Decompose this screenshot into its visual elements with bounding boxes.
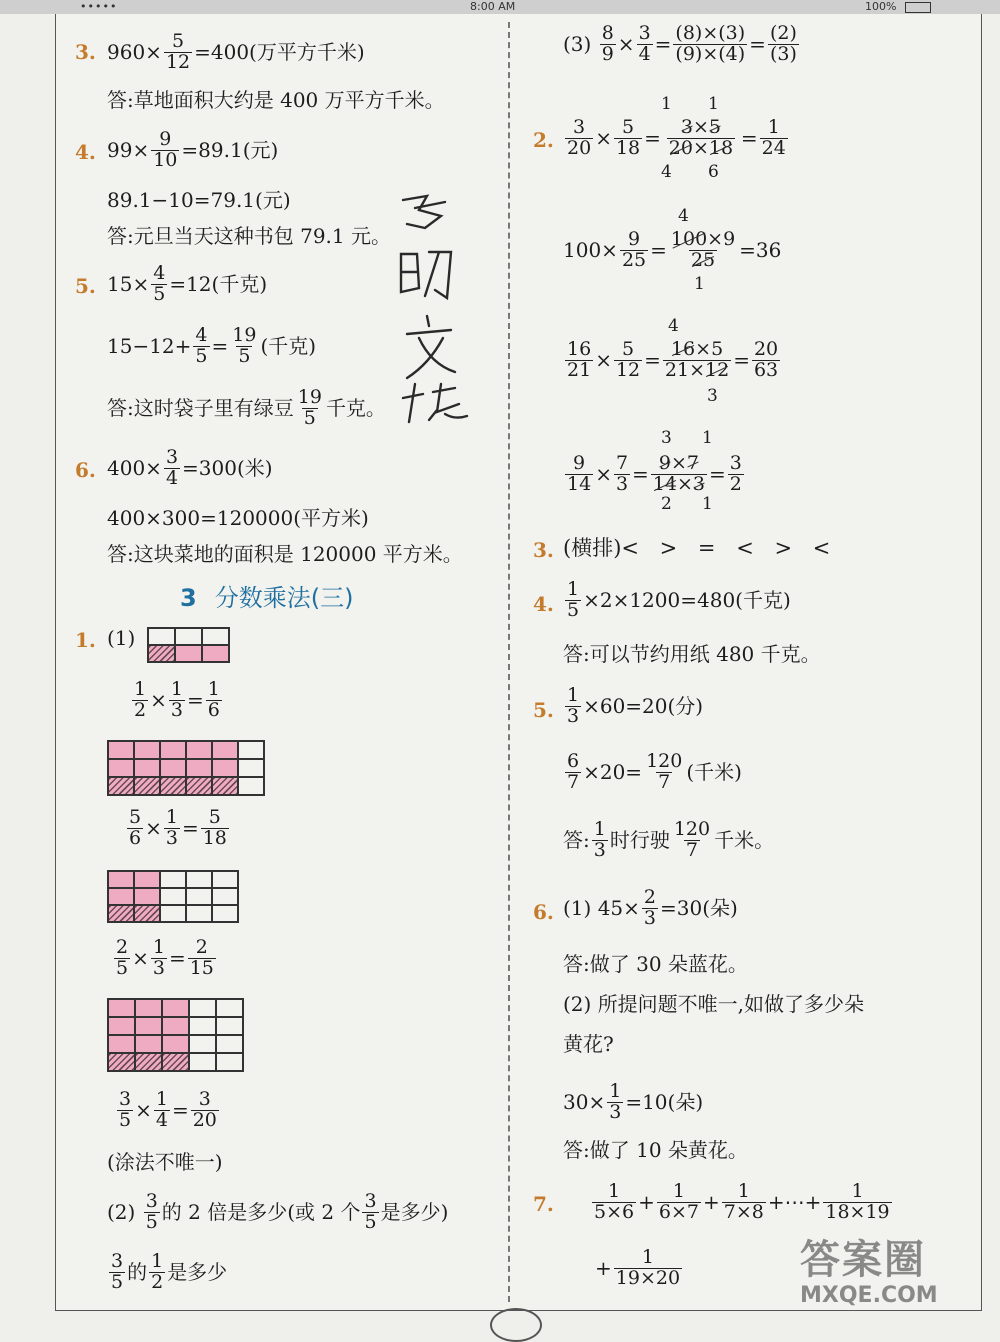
numerator: 1 bbox=[641, 1246, 654, 1268]
denominator: 63 bbox=[753, 358, 779, 381]
numerator: 19 bbox=[297, 386, 322, 408]
denominator: 3 bbox=[643, 906, 656, 929]
shading-grid-1 bbox=[147, 627, 230, 663]
result: =30(朵) bbox=[660, 896, 738, 921]
reduced-value: 1 bbox=[702, 494, 713, 514]
fraction bbox=[132, 680, 148, 721]
fraction bbox=[607, 1082, 623, 1123]
denominator: 5 bbox=[116, 956, 129, 979]
q3-equation bbox=[107, 32, 365, 73]
shading-grid-3 bbox=[107, 870, 239, 923]
numerator: 3 bbox=[729, 452, 742, 474]
denominator: 21 bbox=[567, 358, 592, 381]
part-label: (3) bbox=[563, 32, 592, 57]
q4-equation bbox=[107, 130, 278, 171]
numerator: 4 bbox=[195, 324, 208, 346]
reduced-value: 1 bbox=[661, 94, 672, 114]
numerator: 9 bbox=[573, 452, 586, 474]
reduce-equation-3: $\frac{16}{21}$ × $\frac{5}{12}$ = $\frac{16\times 5}{21\times 12}$ = $\frac{20}{63}$ bbox=[567, 338, 779, 381]
q5-right-line2 bbox=[563, 752, 742, 793]
part-label: (2) bbox=[107, 1200, 136, 1225]
denominator: 3 bbox=[609, 1100, 622, 1123]
numerator: 1 bbox=[767, 116, 780, 138]
question-text: 的 2 倍是多少(或 2 个 bbox=[161, 1200, 361, 1225]
fraction bbox=[206, 680, 222, 721]
cancelled-number: 20 bbox=[668, 136, 693, 159]
q5-term: 15× bbox=[107, 272, 150, 297]
numerator: 9 bbox=[159, 128, 172, 150]
answer-text: 千克。 bbox=[325, 396, 386, 421]
fraction bbox=[151, 130, 179, 171]
fraction bbox=[600, 24, 616, 65]
numerator: 1 bbox=[672, 1180, 685, 1202]
denominator: 5 bbox=[145, 1210, 158, 1233]
status-bar bbox=[0, 0, 1000, 14]
numerator: 5 bbox=[171, 30, 185, 52]
column-divider bbox=[508, 22, 510, 1302]
result: =10(朵) bbox=[625, 1090, 704, 1115]
numerator: 4 bbox=[153, 262, 166, 284]
numerator: 5 bbox=[208, 806, 221, 828]
question-text: 是多少) bbox=[380, 1200, 449, 1225]
reduce-equation-1: $\frac{3}{20}$ × $\frac{5}{18}$ = $\frac{3\times 5}{20\times 18}$ = $\frac{1}{24}$ bbox=[567, 116, 786, 159]
numerator: 2 bbox=[116, 936, 129, 958]
shading-grid-4 bbox=[107, 998, 244, 1072]
denominator: 15 bbox=[189, 956, 214, 979]
term: 30× bbox=[563, 1090, 606, 1115]
denominator: 9 bbox=[601, 42, 614, 65]
fraction bbox=[164, 448, 180, 489]
numerator: 2 bbox=[643, 886, 656, 908]
reduced-fraction: $\frac{9\times 7}{14\times 3}$ bbox=[652, 452, 706, 495]
fraction bbox=[614, 1248, 682, 1289]
fraction bbox=[768, 24, 799, 65]
denominator: 5 bbox=[119, 1108, 132, 1131]
q6-equation bbox=[107, 448, 273, 489]
denominator: 7×8 bbox=[723, 1200, 764, 1223]
cancelled-number: 3 bbox=[692, 472, 706, 495]
denominator: 3 bbox=[170, 698, 183, 721]
numerator: 8 bbox=[601, 22, 614, 44]
plus-sign: + bbox=[702, 1190, 720, 1215]
numerator: 1 bbox=[152, 936, 165, 958]
watermark bbox=[800, 1228, 938, 1308]
denominator: 5 bbox=[238, 344, 251, 367]
denominator: 6×7 bbox=[658, 1200, 699, 1223]
q6-right-equation2 bbox=[563, 1082, 703, 1123]
numerator: 3 bbox=[573, 116, 586, 138]
fraction bbox=[127, 808, 143, 849]
q3-number: 3. bbox=[75, 40, 96, 64]
term: ×60=20(分) bbox=[583, 694, 704, 719]
fraction bbox=[164, 32, 192, 73]
cancelled-number: 100 bbox=[670, 228, 708, 250]
equation-1: $\frac{1}{2}$ × $\frac{1}{3}$ = $\frac{1}{6}$ bbox=[134, 678, 220, 721]
denominator: 25 bbox=[621, 248, 647, 271]
fraction bbox=[752, 340, 780, 381]
q3-term: 960× bbox=[107, 40, 162, 65]
fraction bbox=[193, 326, 209, 367]
denominator: 3 bbox=[593, 838, 606, 861]
cancelled-number: 14 bbox=[652, 472, 677, 495]
numerator: 1 bbox=[170, 678, 183, 700]
battery-level: 100% bbox=[865, 0, 897, 13]
numerator: 1 bbox=[567, 578, 580, 600]
q6-right-answer2: 答:做了 10 朵黄花。 bbox=[563, 1138, 748, 1162]
numerator: 1 bbox=[207, 678, 220, 700]
fraction bbox=[614, 340, 642, 381]
numerator: 7 bbox=[615, 452, 629, 474]
denominator: 3 bbox=[152, 956, 165, 979]
denominator: 5 bbox=[364, 1210, 377, 1233]
denominator: 5 bbox=[153, 282, 166, 305]
fraction bbox=[296, 388, 324, 429]
q6-term: 400× bbox=[107, 456, 162, 481]
q6-right-part2: (2) 所提问题不唯一,如做了多少朵 bbox=[563, 992, 865, 1016]
numerator: (8)×(3) bbox=[675, 22, 746, 44]
numerator: 3 bbox=[198, 1088, 211, 1110]
q5-right-answer bbox=[563, 820, 774, 861]
fraction bbox=[592, 820, 608, 861]
fraction bbox=[642, 888, 658, 929]
term: 100× bbox=[563, 238, 618, 263]
reduced-value: 1 bbox=[708, 94, 719, 114]
question-text: 是多少 bbox=[167, 1260, 228, 1285]
cancelled-number: 5 bbox=[708, 116, 721, 138]
cancelled-number: 25 bbox=[690, 248, 716, 271]
numerator: 120 bbox=[646, 750, 683, 772]
numerator: 16 bbox=[567, 338, 592, 360]
denominator: 18×19 bbox=[825, 1200, 890, 1223]
page-number-badge bbox=[490, 1308, 542, 1342]
numerator: 1 bbox=[737, 1180, 750, 1202]
fraction bbox=[620, 230, 648, 271]
numerator: 3 bbox=[638, 22, 651, 44]
watermark-title: 答案圈 bbox=[800, 1237, 926, 1283]
q1-part3 bbox=[107, 1252, 227, 1293]
q3-result: =400(万平方千米) bbox=[194, 40, 365, 65]
answer-text: 时行驶 bbox=[609, 828, 670, 853]
q5-line2 bbox=[107, 326, 316, 367]
comparison-answers: (横排)< > = < > < bbox=[563, 536, 831, 560]
fraction bbox=[823, 1182, 891, 1223]
q6-right-answer1: 答:做了 30 朵蓝花。 bbox=[563, 952, 748, 976]
q4-line2: 89.1−10=79.1(元) bbox=[107, 188, 291, 212]
fraction bbox=[728, 454, 744, 495]
term: (1) 45× bbox=[563, 896, 640, 921]
denominator: 7 bbox=[685, 838, 699, 861]
numerator: 1 bbox=[134, 678, 147, 700]
denominator: 5 bbox=[303, 406, 316, 429]
denominator: 20 bbox=[567, 136, 592, 159]
reduced-fraction: $\frac{16\times 5}{21\times 12}$ bbox=[664, 338, 730, 381]
fraction bbox=[154, 1090, 170, 1131]
denominator: 12 bbox=[615, 358, 641, 381]
denominator: 5 bbox=[195, 344, 208, 367]
denominator: 20 bbox=[192, 1108, 217, 1131]
fraction bbox=[565, 580, 581, 621]
denominator: 5 bbox=[111, 1270, 124, 1293]
numerator: 2 bbox=[195, 936, 208, 958]
q5-equation bbox=[107, 264, 267, 305]
q4-right-equation bbox=[563, 580, 791, 621]
denominator: 2 bbox=[151, 1270, 164, 1293]
numerator: 3 bbox=[165, 446, 179, 468]
fraction bbox=[114, 938, 130, 979]
numerator: 9 bbox=[627, 228, 641, 250]
denominator: 2 bbox=[134, 698, 147, 721]
q4-right-answer: 答:可以节约用纸 480 千克。 bbox=[563, 642, 821, 666]
fraction bbox=[169, 680, 185, 721]
answer-text: 答:这时袋子里有绿豆 bbox=[107, 396, 294, 421]
number: 5 bbox=[711, 338, 724, 360]
q2-number: 2. bbox=[533, 128, 554, 152]
denominator: 3 bbox=[567, 704, 580, 727]
fraction bbox=[760, 118, 788, 159]
numerator: 6 bbox=[567, 750, 580, 772]
denominator: 6 bbox=[129, 826, 142, 849]
fraction bbox=[565, 118, 593, 159]
denominator: 12 bbox=[165, 50, 191, 73]
reduced-fraction: $\frac{100\times 9}{25}$ bbox=[670, 228, 736, 271]
cancelled-number: 7 bbox=[686, 452, 699, 474]
fraction bbox=[201, 808, 229, 849]
denominator: 4 bbox=[638, 42, 651, 65]
cancelled-number: 12 bbox=[705, 358, 730, 381]
q4-number: 4. bbox=[75, 140, 96, 164]
denominator: 4 bbox=[155, 1108, 168, 1131]
fraction bbox=[230, 326, 258, 367]
denominator: 5 bbox=[567, 598, 580, 621]
fraction bbox=[673, 24, 747, 65]
numerator: 5 bbox=[622, 116, 635, 138]
q6-result: =300(米) bbox=[182, 456, 273, 481]
q6-number: 6. bbox=[75, 458, 96, 482]
denominator: (9)×(4) bbox=[675, 42, 746, 65]
denominator: 7 bbox=[567, 770, 580, 793]
q6-right-part2b: 黄花? bbox=[563, 1032, 614, 1056]
section-title: 分数乘法(三) bbox=[214, 584, 354, 612]
denominator: 18 bbox=[615, 136, 641, 159]
reduced-value: 6 bbox=[708, 162, 719, 182]
q6-right-equation bbox=[563, 888, 738, 929]
q7-number: 7. bbox=[533, 1192, 554, 1216]
q3-number-right: 3. bbox=[533, 538, 554, 562]
reduced-value: 4 bbox=[668, 316, 679, 336]
part3-equation: (3) $\frac{8}{9}$ × $\frac{3}{4}$ = $\frac{(8)\times(3)}{(9)\times(4)}$ = $\frac{(2)}{(3)}$ bbox=[563, 22, 797, 65]
cancelled-number: 9 bbox=[658, 452, 671, 474]
battery-icon bbox=[905, 2, 931, 13]
fraction bbox=[117, 1090, 133, 1131]
q6-line2: 400×300=120000(平方米) bbox=[107, 506, 369, 530]
q7-series-line2 bbox=[595, 1248, 684, 1289]
denominator: (3) bbox=[769, 42, 797, 65]
fraction bbox=[149, 1252, 165, 1293]
plus-sign: + bbox=[595, 1256, 612, 1281]
denominator: 3 bbox=[165, 826, 178, 849]
reduced-value: 4 bbox=[678, 206, 689, 226]
numerator: 1 bbox=[851, 1180, 864, 1202]
section-number: 3 bbox=[180, 584, 197, 612]
reduced-fraction: $\frac{3\times 5}{20\times 18}$ bbox=[668, 116, 734, 159]
fraction bbox=[164, 808, 180, 849]
q1-number: 1. bbox=[75, 628, 96, 652]
q4-result: =89.1(元) bbox=[181, 138, 279, 163]
q1-part2 bbox=[107, 1192, 448, 1233]
denominator: 18 bbox=[202, 826, 227, 849]
result: =36 bbox=[739, 238, 782, 263]
plus-sign: + bbox=[638, 1190, 655, 1215]
numerator: 1 bbox=[567, 684, 580, 706]
reduce-equation-4: $\frac{9}{14}$ × $\frac{7}{3}$ = $\frac{9\times 7}{14\times 3}$ = $\frac{3}{2}$ bbox=[567, 452, 742, 495]
denominator: 6 bbox=[207, 698, 220, 721]
fraction bbox=[188, 938, 216, 979]
fraction bbox=[144, 1192, 160, 1233]
fraction bbox=[565, 340, 593, 381]
reduced-value: 3 bbox=[661, 428, 672, 448]
numerator: 20 bbox=[753, 338, 779, 360]
equation-2: $\frac{5}{6}$ × $\frac{1}{3}$ = $\frac{5}{18}$ bbox=[129, 806, 227, 849]
signal-indicator: ••••• bbox=[80, 0, 118, 13]
reduced-value: 1 bbox=[694, 274, 705, 294]
numerator: 1 bbox=[593, 818, 606, 840]
fraction bbox=[592, 1182, 636, 1223]
fraction bbox=[722, 1182, 766, 1223]
q1-part1-label: (1) bbox=[107, 626, 136, 650]
q5-result: =12(千克) bbox=[169, 272, 268, 297]
fraction bbox=[672, 820, 712, 861]
cancelled-number: 18 bbox=[708, 136, 734, 159]
fraction bbox=[637, 24, 653, 65]
numerator: 1 bbox=[165, 806, 178, 828]
ellipsis: +⋯+ bbox=[767, 1190, 822, 1215]
fraction bbox=[657, 1182, 701, 1223]
fraction bbox=[565, 752, 581, 793]
denominator: 2 bbox=[729, 472, 742, 495]
fraction bbox=[151, 264, 167, 305]
term: ×2×1200=480(千克) bbox=[583, 588, 791, 613]
fraction bbox=[614, 118, 642, 159]
fraction bbox=[565, 686, 581, 727]
numerator: 3 bbox=[119, 1088, 132, 1110]
q3-answer: 答:草地面积大约是 400 万平方千米。 bbox=[107, 88, 445, 112]
numerator: 1 bbox=[151, 1250, 164, 1272]
equation-3: $\frac{2}{5}$ × $\frac{1}{3}$ = $\frac{2}{15}$ bbox=[116, 936, 214, 979]
reduced-value: 4 bbox=[661, 162, 672, 182]
equals-sign: = bbox=[211, 334, 229, 359]
section-heading bbox=[180, 578, 353, 613]
numerator: 1 bbox=[155, 1088, 168, 1110]
fraction bbox=[614, 454, 630, 495]
answer-text: 答: bbox=[563, 828, 590, 853]
q4-answer: 答:元旦当天这种书包 79.1 元。 bbox=[107, 224, 391, 248]
q6-number-right: 6. bbox=[533, 900, 554, 924]
number: 21 bbox=[664, 358, 690, 381]
fraction bbox=[565, 454, 593, 495]
fraction bbox=[109, 1252, 125, 1293]
watermark-url: MXQE.COM bbox=[800, 1283, 938, 1308]
reduced-value: 3 bbox=[707, 386, 718, 406]
numerator: 3 bbox=[145, 1190, 158, 1212]
cancelled-number: 16 bbox=[670, 338, 696, 360]
denominator: 7 bbox=[658, 770, 671, 793]
denominator: 4 bbox=[165, 466, 179, 489]
fraction bbox=[191, 1090, 219, 1131]
shading-grid-2 bbox=[107, 740, 265, 796]
q5-right-equation bbox=[563, 686, 703, 727]
reduced-value: 1 bbox=[702, 428, 713, 448]
denominator: 19×20 bbox=[615, 1266, 681, 1289]
reduced-value: 2 bbox=[661, 494, 672, 514]
denominator: 3 bbox=[615, 472, 629, 495]
shading-note: (涂法不唯一) bbox=[107, 1150, 223, 1174]
unit: (千克) bbox=[260, 334, 317, 359]
unit: (千米) bbox=[686, 760, 742, 785]
reduce-equation-2: 100× $\frac{9}{25}$ = $\frac{100\times 9}{25}$ =36 bbox=[563, 228, 782, 271]
answer-text: 千米。 bbox=[714, 828, 775, 853]
numerator: 19 bbox=[232, 324, 257, 346]
q5-number: 5. bbox=[75, 274, 96, 298]
q6-answer: 答:这块菜地的面积是 120000 平方米。 bbox=[107, 542, 463, 566]
numerator: 1 bbox=[609, 1080, 622, 1102]
q7-series-line1 bbox=[590, 1182, 894, 1223]
numerator: 120 bbox=[673, 818, 711, 840]
fraction bbox=[362, 1192, 378, 1233]
numerator: (2) bbox=[769, 22, 797, 44]
numerator: 3 bbox=[364, 1190, 377, 1212]
denominator: 5×6 bbox=[594, 1200, 635, 1223]
q4-number-right: 4. bbox=[533, 592, 554, 616]
number: 9 bbox=[723, 228, 736, 250]
clock: 8:00 AM bbox=[470, 0, 516, 13]
numerator: 5 bbox=[622, 338, 635, 360]
q5-number-right: 5. bbox=[533, 698, 554, 722]
equation-4: $\frac{3}{5}$ × $\frac{1}{4}$ = $\frac{3}{20}$ bbox=[119, 1088, 217, 1131]
term: ×20= bbox=[583, 760, 643, 785]
denominator: 24 bbox=[761, 136, 786, 159]
q4-term: 99× bbox=[107, 138, 150, 163]
numerator: 3 bbox=[111, 1250, 124, 1272]
question-text: 的 bbox=[127, 1260, 148, 1285]
q5-answer bbox=[107, 388, 386, 429]
handwritten-signature bbox=[385, 188, 485, 438]
denominator: 10 bbox=[153, 148, 178, 171]
cancelled-number: 3 bbox=[680, 116, 693, 138]
denominator: 14 bbox=[567, 472, 592, 495]
numerator: 1 bbox=[608, 1180, 621, 1202]
fraction bbox=[644, 752, 684, 793]
q5-term: 15−12+ bbox=[107, 334, 192, 359]
fraction bbox=[151, 938, 167, 979]
numerator: 5 bbox=[129, 806, 142, 828]
